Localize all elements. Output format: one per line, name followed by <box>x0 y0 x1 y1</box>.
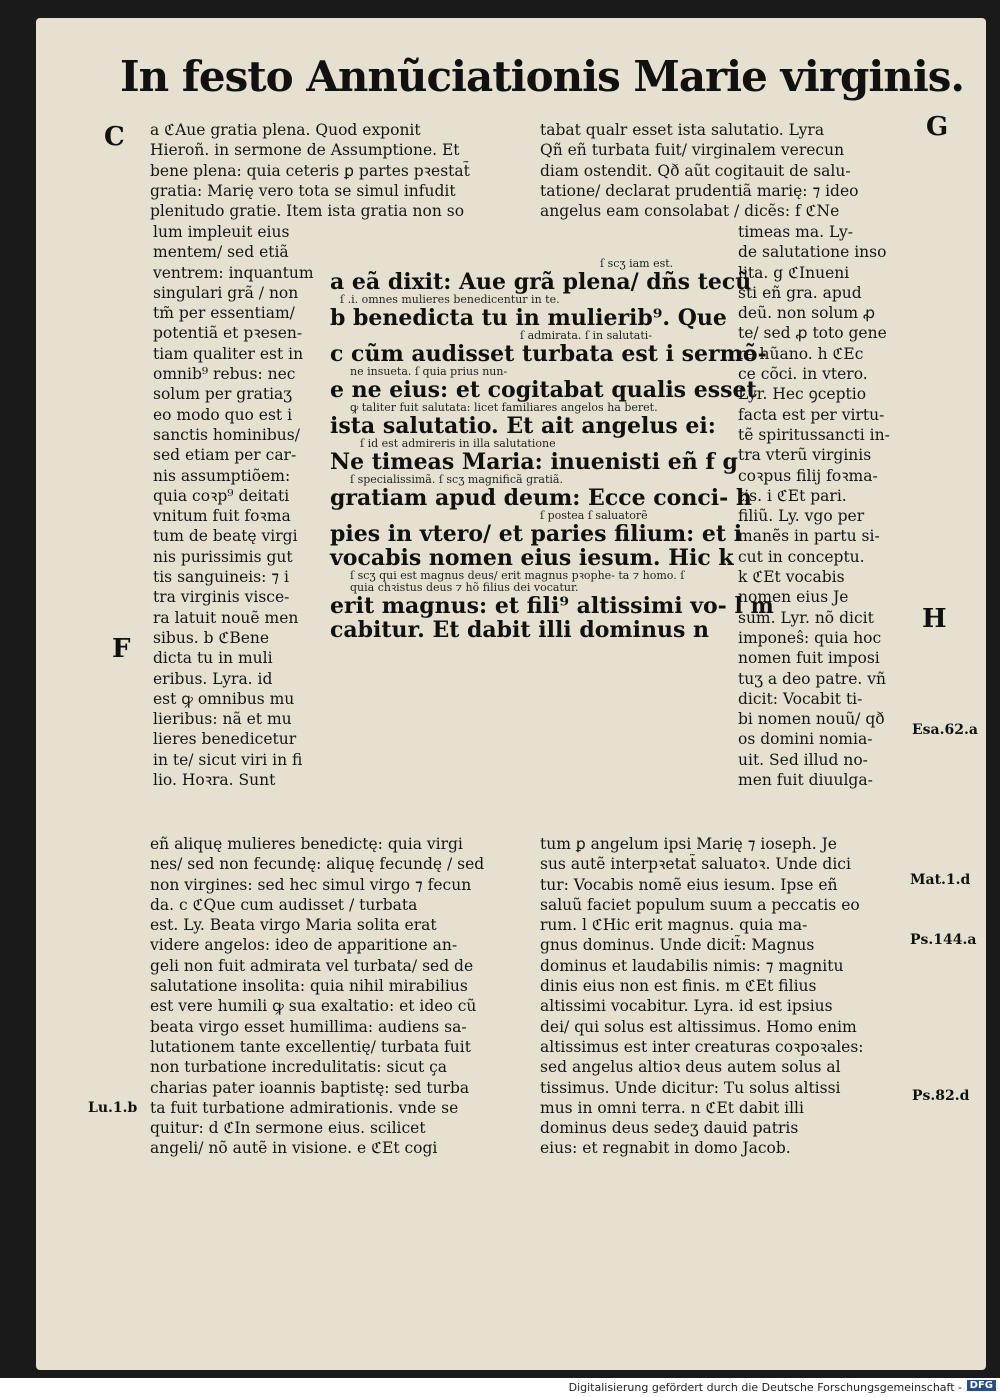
text-line: timeas ma. Ly- <box>738 223 853 241</box>
text-line: bene plena: quia ceteris ꝑ partes pꝛestat̃ <box>150 161 470 180</box>
gloss-right-narrow <box>738 222 910 790</box>
text-line: tẽ spiritussancti in- <box>738 425 890 444</box>
text-line: tis. i ℭEt pari. <box>738 486 847 505</box>
bible-line: erit magnus: et fili⁹ altissimi vo- l m <box>330 593 774 619</box>
text-line: tra virginis visce- <box>153 588 290 607</box>
interlinear-gloss: ſ id est admireris in illa salutatione <box>360 437 556 450</box>
bible-line: vocabis nomen eius iesum. Hic k <box>330 545 734 571</box>
margin-ref-lu: Lu.1.b <box>88 1100 138 1116</box>
bible-text-block <box>330 257 774 643</box>
interlinear-gloss: ſ scʒ iam est. <box>600 257 674 270</box>
text-line: tra vterũ virginis <box>738 446 872 465</box>
text-line: salutatione insolita: quia nihil mirabilius <box>150 977 468 996</box>
text-line: lieribus: nã et mu <box>153 710 292 729</box>
text-line: altissimus est inter creaturas coꝛpoꝛales: <box>540 1037 864 1056</box>
text-line: gratia: Marię vero tota se simul infudit <box>150 181 456 200</box>
text-line: re hũano. h ℭEc <box>738 344 864 363</box>
margin-ref-ps144: Ps.144.a <box>910 932 977 948</box>
bible-line: gratiam apud deum: Ecce conci- h <box>330 485 752 511</box>
text-line: eius: et regnabit in domo Jacob. <box>540 1139 791 1158</box>
margin-letter-h: H <box>922 604 947 634</box>
bible-line: ista salutatio. Et ait angelus ei: <box>330 413 716 439</box>
text-line: sibus. b ℭBene <box>153 628 270 647</box>
text-line: videre angelos: ideo de apparitione an- <box>150 936 458 955</box>
text-line: Hieroñ. in sermone de Assumptione. Et <box>150 141 460 160</box>
text-line: deũ. non solum ꝓ <box>738 304 876 323</box>
text-line: lutationem tante excellentię/ turbata fuit <box>150 1037 471 1056</box>
text-line: sed etiam per car- <box>153 446 297 465</box>
footer-text: Digitalisierung gefördert durch die Deutsche Forschungsgemeinschaft - <box>568 1381 962 1394</box>
text-line: bi nomen nouũ/ qð <box>738 710 885 729</box>
text-line: altissimi vocabitur. Lyra. id est ipsius <box>540 997 833 1016</box>
text-line: Qñ eñ turbata fuit/ virginalem verecun <box>540 141 845 160</box>
text-line: angeli/ nõ autẽ in visione. e ℭEt cogi <box>150 1139 438 1158</box>
gloss-left-narrow <box>153 222 328 790</box>
text-line: ra latuit nouẽ men <box>153 608 299 627</box>
text-line: dominus et laudabilis nimis: ⁊ magnitu <box>540 956 844 975</box>
text-line: sed angelus altioꝛ deus autem solus al <box>540 1058 841 1077</box>
text-line: a ℭAue gratia plena. Quod exponit <box>150 121 421 139</box>
text-line: nis assumptiõem: <box>153 466 291 485</box>
text-line: os domini nomia- <box>738 730 873 749</box>
text-line: potentiã et pꝛesen- <box>153 324 303 343</box>
dfg-logo: DFG <box>967 1380 996 1391</box>
text-line: quitur: d ℭIn sermone eius. scilicet <box>150 1119 426 1138</box>
text-line: uit. Sed illud no- <box>738 750 868 769</box>
bible-line: e ne eius: et cogitabat qualis esset <box>330 377 757 403</box>
bible-line: a eã dixit: Aue grã plena/ dñs tecũ <box>330 269 752 295</box>
interlinear-gloss: ſ specialissimã. ſ scʒ magnificã gratiã. <box>350 473 563 486</box>
text-line: nomen fuit imposi <box>738 649 880 668</box>
text-line: sum. Lyr. nõ dicit <box>738 608 874 627</box>
bible-line: cabitur. Et dabit illi dominus n <box>330 617 710 643</box>
text-line: tis sanguineis: ⁊ i <box>153 568 289 587</box>
interlinear-gloss: ſ admirata. ſ in salutati- <box>520 329 653 342</box>
text-line: lieres benedicetur <box>153 730 297 749</box>
text-line: nomen eius Je <box>738 588 849 607</box>
text-line: charias pater ioannis baptistę: sed turba <box>150 1078 470 1097</box>
text-line: rum. l ℭHic erit magnus. quia ma- <box>540 916 808 935</box>
text-line: eo modo quo est i <box>153 405 293 424</box>
footer-bar <box>0 1378 1000 1397</box>
text-line: ventrem: inquantum <box>153 263 314 282</box>
interlinear-gloss: ſ .i. omnes mulieres benedicentur in te. <box>340 293 560 306</box>
text-line: sanctis hominibus/ <box>153 425 300 444</box>
text-line: non virgines: sed hec simul virgo ⁊ fecun <box>150 875 472 894</box>
text-line: ce cõci. in vtero. <box>738 365 868 384</box>
bible-line: b benedicta tu in mulierib⁹. Que <box>330 305 727 331</box>
text-line: tiam qualiter est in <box>153 344 304 363</box>
text-line: tm̃ per essentiam/ <box>153 304 295 323</box>
page-title: In festo Annũciationis Marie virginis. <box>120 52 965 101</box>
gloss-top-right <box>540 120 910 221</box>
interlinear-gloss: ſ postea ſ saluatorẽ <box>540 509 648 522</box>
text-line: quia coꝛp⁹ deitati <box>153 486 290 505</box>
text-line: gnus dominus. Unde dicit̃: Magnus <box>540 936 815 955</box>
bible-line: pies in vtero/ et paries filium: et i <box>330 521 743 547</box>
text-line: eribus. Lyra. id <box>153 669 273 688</box>
gloss-bottom-right <box>540 834 910 1159</box>
text-line: est vere humili ꝙ sua exaltatio: et ideo cũ <box>150 997 477 1016</box>
text-line: cut in conceptu. <box>738 547 865 566</box>
text-line: men fuit diuulga- <box>738 771 873 790</box>
text-line: dei/ qui solus est altissimus. Homo enim <box>540 1017 857 1036</box>
text-line: eñ aliquę mulieres benedictę: quia virgi <box>150 835 463 853</box>
text-line: lum impleuit eius <box>153 223 290 241</box>
margin-letter-g: G <box>926 112 949 142</box>
text-line: non turbatione incredulitatis: sicut ça <box>150 1058 448 1077</box>
text-line: lio. Hoꝛra. Sunt <box>153 771 276 790</box>
margin-letter-f: F <box>112 634 131 664</box>
text-line: omnib⁹ rebus: nec <box>153 365 296 384</box>
gloss-bottom-left <box>150 834 525 1159</box>
text-line: sus autẽ interpꝛetat̃ saluatoꝛ. Unde dici <box>540 855 851 874</box>
bible-line: c cũm audisset turbata est i sermõ- <box>330 341 767 367</box>
text-line: facta est per virtu- <box>738 405 885 424</box>
text-line: in te/ sicut viri in fi <box>153 750 303 769</box>
text-line: mus in omni terra. n ℭEt dabit illi <box>540 1098 804 1117</box>
text-line: singulari grã / non <box>153 283 299 302</box>
interlinear-gloss: ſ scʒ qui est magnus deus/ erit magnus pꝛophe- ta ⁊ homo. ſ quia chꝛistus deus ⁊ hõ filius dei vocatur. <box>350 569 685 594</box>
interlinear-gloss: ne insueta. ſ quia prius nun- <box>350 365 508 378</box>
text-line: angelus eam consolabat / dicẽs: f ℭNe <box>540 202 840 221</box>
text-line: te/ sed ꝓ toto gene <box>738 324 887 343</box>
text-line: coꝛpus filij foꝛma- <box>738 466 878 485</box>
margin-ref-mat: Mat.1.d <box>910 872 971 888</box>
text-line: dicit: Vocabit ti- <box>738 689 863 708</box>
margin-ref-ps82: Ps.82.d <box>912 1088 970 1104</box>
text-line: tur: Vocabis nomẽ eius iesum. Ipse eñ <box>540 875 838 894</box>
text-line: tatione/ declarat prudentiã marię: ⁊ ideo <box>540 181 859 200</box>
text-line: geli non fuit admirata vel turbata/ sed de <box>150 956 474 975</box>
text-line: vnitum fuit foꝛma <box>153 507 291 526</box>
text-line: plenitudo gratie. Item ista gratia non so <box>150 202 465 221</box>
text-line: diam ostendit. Qð aũt cogitauit de salu- <box>540 161 851 180</box>
text-line: sti eñ gra. apud <box>738 283 862 302</box>
gloss-top-left <box>150 120 525 221</box>
text-line: tissimus. Unde dicitur: Tu solus altissi <box>540 1078 841 1097</box>
bible-line: Ne timeas Maria: inuenisti eñ f g <box>330 449 738 475</box>
text-line: dinis eius non est finis. m ℭEt filius <box>540 977 817 996</box>
text-line: mentem/ sed etiã <box>153 243 289 262</box>
text-line: beata virgo esset humillima: audiens sa- <box>150 1017 467 1036</box>
text-line: manẽs in partu si- <box>738 527 880 546</box>
margin-letter-c: C <box>104 122 125 152</box>
text-line: ta fuit turbatione admirationis. vnde se <box>150 1098 459 1117</box>
text-line: tuʒ a deo patre. vñ <box>738 669 886 688</box>
text-line: Lyr. Hec ꝯceptio <box>738 385 867 404</box>
text-line: filiũ. Ly. vgo per <box>738 507 865 526</box>
interlinear-gloss: ꝙ taliter fuit salutata: licet familiares angelos ha beret. <box>350 401 658 414</box>
text-line: de salutatione inso <box>738 243 887 262</box>
text-line: saluũ faciet populum suum a peccatis eo <box>540 895 860 914</box>
text-line: da. c ℭQue cum audisset / turbata <box>150 895 418 914</box>
text-line: nes/ sed non fecundę: aliquę fecundę / sed <box>150 855 485 874</box>
margin-ref-esa: Esa.62.a <box>912 722 978 738</box>
text-line: lita. g ℭInueni <box>738 263 850 282</box>
text-line: tum ꝑ angelum ipsi Marię ⁊ ioseph. Je <box>540 835 837 853</box>
text-line: dicta tu in muli <box>153 649 273 668</box>
text-line: nis purissimis gut <box>153 547 293 566</box>
text-line: dominus deus sedeʒ dauid patris <box>540 1119 799 1138</box>
text-line: est ꝙ omnibus mu <box>153 689 295 708</box>
text-line: k ℭEt vocabis <box>738 568 845 587</box>
text-line: tum de beatę virgi <box>153 527 298 546</box>
text-line: solum per gratiaʒ <box>153 385 293 404</box>
text-line: tabat qualr esset ista salutatio. Lyra <box>540 121 825 139</box>
text-line: est. Ly. Beata virgo Maria solita erat <box>150 916 437 935</box>
text-line: imponeŝ: quia hoc <box>738 628 882 647</box>
